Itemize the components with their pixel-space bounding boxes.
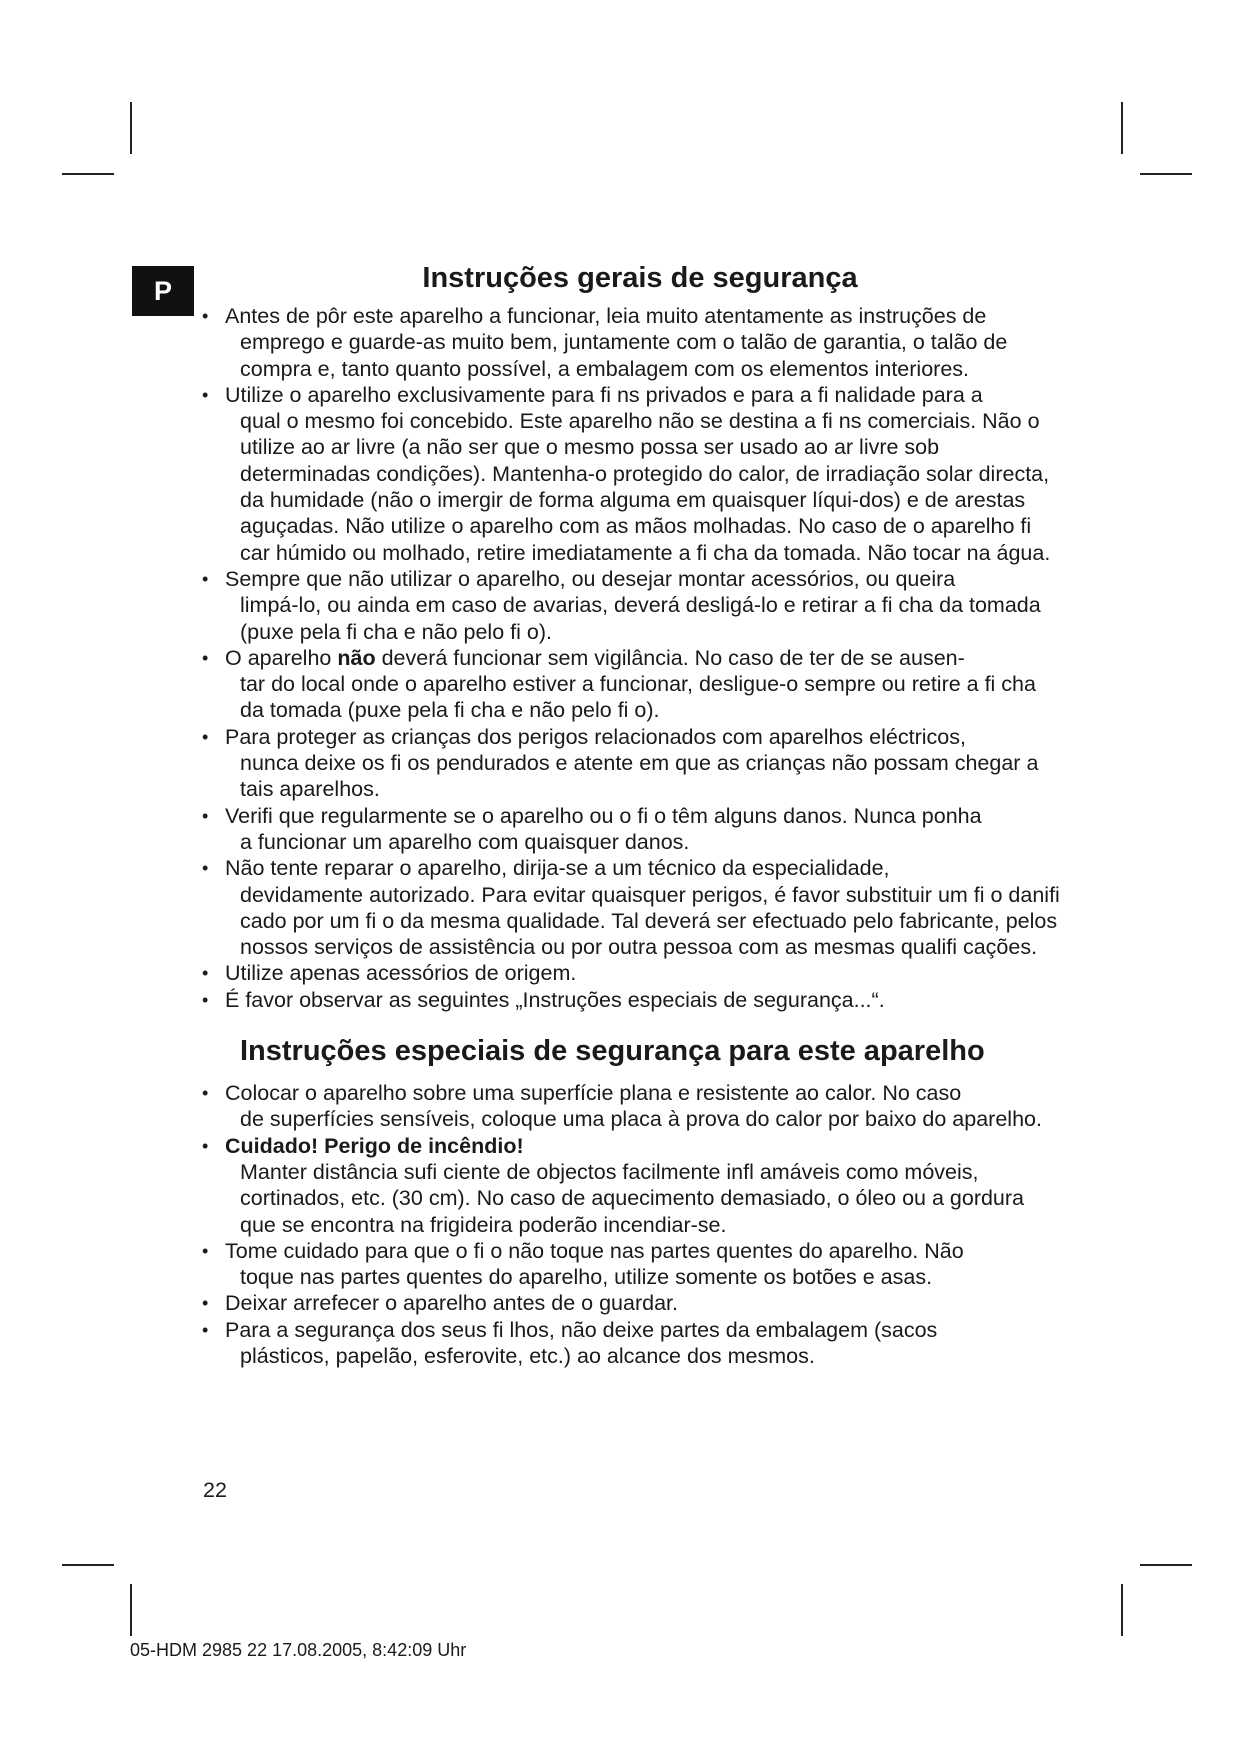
emphasis-nao: não: [337, 645, 376, 670]
section-title-special-safety: Instruções especiais de segurança para este aparelho: [240, 1035, 985, 1068]
list-item: • É favor observar as seguintes „Instruções especiais de segurança...“.: [200, 987, 1080, 1013]
crop-mark-top-left-h: [62, 173, 114, 175]
crop-mark-top-left-v: [130, 102, 132, 154]
list-item: • Cuidado! Perigo de incêndio! Manter distância sufi ciente de objectos facilmente infl amáveis como móveis, cortinados, etc. (30 cm). No caso de aquecimento demasiado, o óleo ou a gordura que se encontra na frigideira poderão incendiar-se.: [200, 1133, 1080, 1238]
crop-mark-bottom-right-h: [1140, 1564, 1192, 1566]
fire-warning-heading: Cuidado! Perigo de incêndio!: [225, 1133, 524, 1158]
document-body: [200, 262, 1080, 1369]
general-safety-list: [200, 303, 1080, 1013]
list-item: • Utilize apenas acessórios de origem.: [200, 960, 1080, 986]
list-item: • Para a segurança dos seus fi lhos, não deixe partes da embalagem (sacos plásticos, papelão, esferovite, etc.) ao alcance dos mesmos.: [200, 1317, 1080, 1370]
list-item: • O aparelho não deverá funcionar sem vigilância. No caso de ter de se ausen- tar do local onde o aparelho estiver a funcionar, desligue-o sempre ou retire a fi cha da tomada (puxe pela fi cha e não pelo fi o).: [200, 645, 1080, 724]
list-item: • Sempre que não utilizar o aparelho, ou desejar montar acessórios, ou queira limpá-lo, ou ainda em caso de avarias, deverá desligá-lo e retirar a fi cha da tomada (puxe pela fi cha e não pelo fi o).: [200, 566, 1080, 645]
crop-mark-bottom-left-v: [130, 1584, 132, 1636]
special-safety-list: [200, 1080, 1080, 1369]
list-item: • Deixar arrefecer o aparelho antes de o guardar.: [200, 1290, 1080, 1316]
list-item: • Verifi que regularmente se o aparelho ou o fi o têm alguns danos. Nunca ponha a funcionar um aparelho com quaisquer danos.: [200, 803, 1080, 856]
page-number: 22: [203, 1478, 227, 1502]
crop-mark-top-right-v: [1121, 102, 1123, 154]
print-footer: 05-HDM 2985 22 17.08.2005, 8:42:09 Uhr: [130, 1640, 467, 1660]
list-item: • Colocar o aparelho sobre uma superfície plana e resistente ao calor. No caso de superfícies sensíveis, coloque uma placa à prova do calor por baixo do aparelho.: [200, 1080, 1080, 1133]
list-item: • Tome cuidado para que o fi o não toque nas partes quentes do aparelho. Não toque nas partes quentes do aparelho, utilize somente os botões e asas.: [200, 1238, 1080, 1291]
list-item: • Utilize o aparelho exclusivamente para fi ns privados e para a fi nalidade para a qual o mesmo foi concebido. Este aparelho não se destina a fi ns comerciais. Não o utilize ao ar livre (a não ser que o mesmo possa ser usado ao ar livre sob determinadas condições). Mantenha-o protegido do calor, de irradiação solar directa, da humidade (não o imergir de forma alguma em quaisquer líqui-dos) e de arestas aguçadas. Não utilize o aparelho com as mãos molhadas. No caso de o aparelho fi car húmido ou molhado, retire imediatamente a fi cha da tomada. Não tocar na água.: [200, 382, 1080, 566]
section-title-general-safety: Instruções gerais de segurança: [422, 262, 858, 294]
language-tab: P: [132, 266, 194, 316]
crop-mark-bottom-right-v: [1121, 1584, 1123, 1636]
crop-mark-top-right-h: [1140, 173, 1192, 175]
list-item: • Não tente reparar o aparelho, dirija-se a um técnico da especialidade, devidamente autorizado. Para evitar quaisquer perigos, é favor substituir um fi o danifi cado por um fi o da mesma qualidade. Tal deverá ser efectuado pelo fabricante, pelos nossos serviços de assistência ou por outra pessoa com as mesmas qualifi cações.: [200, 855, 1080, 960]
list-item: • Para proteger as crianças dos perigos relacionados com aparelhos eléctricos, nunca deixe os fi os pendurados e atente em que as crianças não possam chegar a tais aparelhos.: [200, 724, 1080, 803]
list-item: • Antes de pôr este aparelho a funcionar, leia muito atentamente as instruções de emprego e guarde-as muito bem, juntamente com o talão de garantia, o talão de compra e, tanto quanto possível, a embalagem com os elementos interiores.: [200, 303, 1080, 382]
crop-mark-bottom-left-h: [62, 1564, 114, 1566]
